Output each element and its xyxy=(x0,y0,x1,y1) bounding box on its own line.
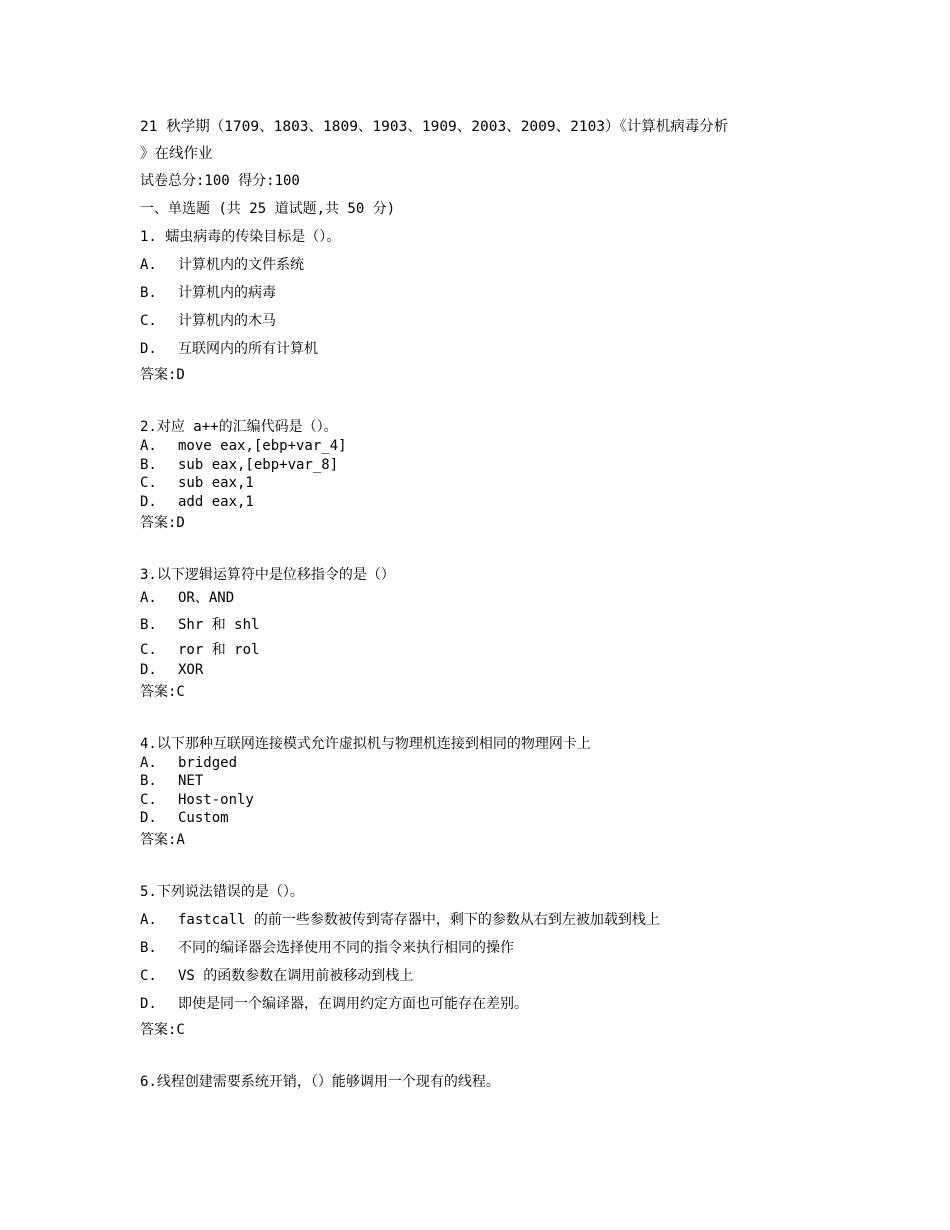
option-letter: C. xyxy=(140,967,157,984)
option-c xyxy=(140,474,820,493)
option-text: XOR xyxy=(178,662,204,678)
option-letter: D. xyxy=(140,810,157,826)
question-3 xyxy=(140,565,820,704)
option-letter: B. xyxy=(140,939,157,956)
spacer xyxy=(140,704,820,730)
spacer xyxy=(140,852,820,878)
option-a xyxy=(140,585,820,611)
option-d xyxy=(140,809,820,828)
option-letter: D. xyxy=(140,662,157,678)
option-letter: B. xyxy=(140,617,157,633)
score-summary: 试卷总分:100 得分:100 xyxy=(140,173,300,189)
option-text: 计算机内的木马 xyxy=(178,313,276,329)
option-text: Custom xyxy=(178,810,229,826)
option-letter: B. xyxy=(140,285,157,301)
option-letter: A. xyxy=(140,911,157,928)
option-text: 计算机内的文件系统 xyxy=(178,257,304,273)
option-text: OR、AND xyxy=(178,590,235,606)
section-heading: 一、单选题 (共 25 道试题,共 50 分) xyxy=(140,201,396,217)
option-text: Shr 和 shl xyxy=(178,617,260,633)
question-5 xyxy=(140,878,820,1042)
option-text: 即使是同一个编译器，在调用约定方面也可能存在差别。 xyxy=(178,995,528,1012)
option-text: sub eax,[ebp+var_8] xyxy=(178,456,339,473)
option-a xyxy=(140,437,820,456)
question-stem: 2.对应 a++的汇编代码是（）。 xyxy=(140,419,338,435)
document-title-line-1: 21 秋学期（1709、1803、1809、1903、1909、2003、2009、2103）《计算机病毒分析 xyxy=(140,119,729,135)
option-text: bridged xyxy=(178,754,238,771)
option-b xyxy=(140,772,820,791)
option-b xyxy=(140,611,820,639)
option-text: move eax,[ebp+var_4] xyxy=(178,438,347,454)
spacer xyxy=(140,535,820,561)
option-d xyxy=(140,661,820,680)
option-a xyxy=(140,906,820,934)
option-a xyxy=(140,754,820,773)
question-stem: 3.以下逻辑运算符中是位移指令的是（） xyxy=(140,567,395,583)
option-b xyxy=(140,456,820,475)
option-letter: C. xyxy=(140,313,157,329)
question-1 xyxy=(140,223,820,387)
option-letter: A. xyxy=(140,754,157,771)
answer-line: 答案:A xyxy=(140,831,185,848)
option-text: 计算机内的病毒 xyxy=(178,285,276,301)
answer-line: 答案:D xyxy=(140,367,185,383)
option-text: NET xyxy=(178,773,204,789)
option-d xyxy=(140,990,820,1018)
option-d xyxy=(140,335,820,363)
option-d xyxy=(140,493,820,512)
option-text: add eax,1 xyxy=(178,493,254,510)
option-letter: C. xyxy=(140,475,157,491)
option-letter: B. xyxy=(140,773,157,789)
option-text: sub eax,1 xyxy=(178,475,254,491)
option-c xyxy=(140,307,820,335)
question-stem: 5.下列说法错误的是（）。 xyxy=(140,883,304,900)
option-c xyxy=(140,962,820,990)
option-a xyxy=(140,251,820,279)
option-text: 互联网内的所有计算机 xyxy=(178,341,318,357)
question-2 xyxy=(140,417,820,535)
option-c xyxy=(140,639,820,661)
document-page xyxy=(140,114,820,1096)
document-title-line-2: 》在线作业 xyxy=(140,146,213,162)
option-c xyxy=(140,791,820,810)
option-letter: A. xyxy=(140,590,157,606)
option-text: VS 的函数参数在调用前被移动到栈上 xyxy=(178,967,414,984)
option-text: ror 和 rol xyxy=(178,642,260,658)
answer-line: 答案:C xyxy=(140,1021,185,1038)
answer-line: 答案:C xyxy=(140,683,185,700)
question-stem: 6.线程创建需要系统开销，（）能够调用一个现有的线程。 xyxy=(140,1073,500,1090)
option-letter: A. xyxy=(140,257,157,273)
option-letter: C. xyxy=(140,642,157,658)
option-letter: D. xyxy=(140,995,157,1012)
option-b xyxy=(140,934,820,962)
option-letter: D. xyxy=(140,493,157,510)
option-text: fastcall 的前一些参数被传到寄存器中，剩下的参数从右到左被加载到栈上 xyxy=(178,911,660,928)
option-text: Host-only xyxy=(178,791,254,808)
question-stem: 4.以下那种互联网连接模式允许虚拟机与物理机连接到相同的物理网卡上 xyxy=(140,735,591,752)
option-text: 不同的编译器会选择使用不同的指令来执行相同的操作 xyxy=(178,939,514,956)
option-b xyxy=(140,279,820,307)
spacer xyxy=(140,387,820,413)
option-letter: A. xyxy=(140,438,157,454)
option-letter: C. xyxy=(140,791,157,808)
question-6 xyxy=(140,1068,820,1096)
spacer xyxy=(140,1042,820,1068)
question-stem: 1. 蠕虫病毒的传染目标是（）。 xyxy=(140,229,341,245)
question-4 xyxy=(140,734,820,852)
option-letter: D. xyxy=(140,341,157,357)
answer-line: 答案:D xyxy=(140,515,185,531)
option-letter: B. xyxy=(140,456,157,473)
